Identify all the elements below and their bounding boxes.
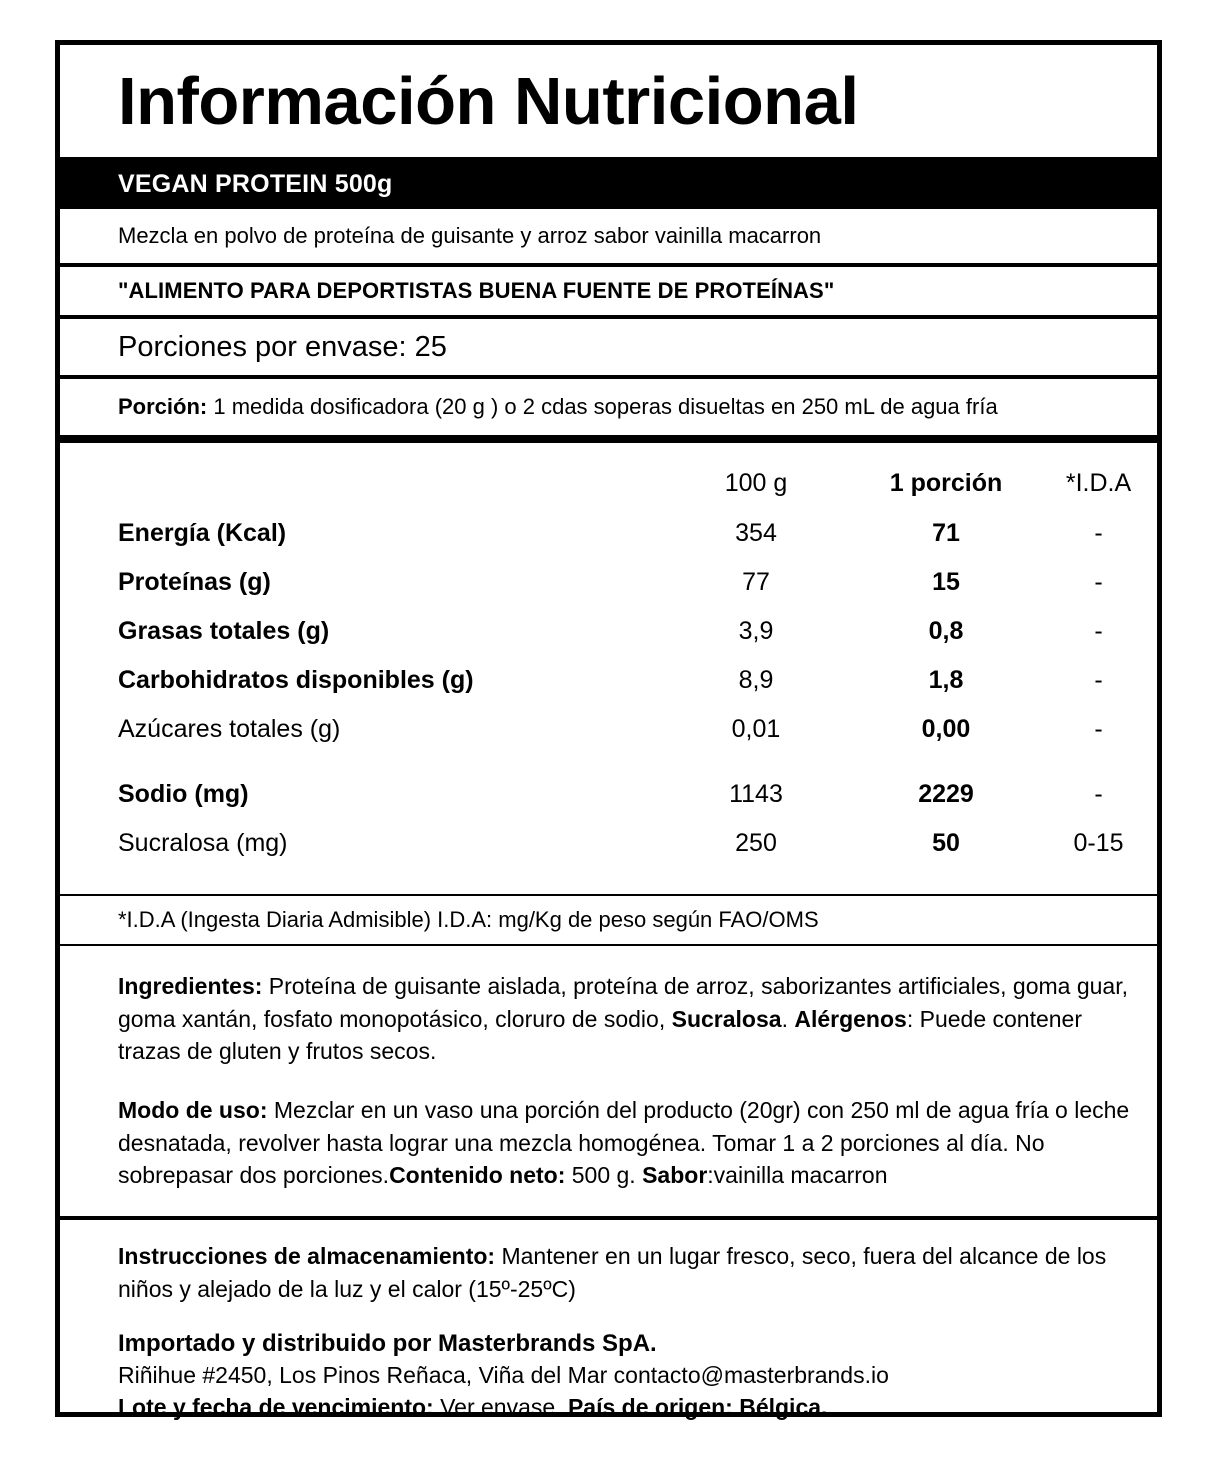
storage-body: Mantener en un lugar fresco, seco, fuera del alcance de los niños y alejado de la luz y el calor (15º-25ºC) bbox=[118, 1242, 1107, 1302]
ingredients-body-2: . bbox=[781, 1005, 795, 1032]
nutrition-table-body bbox=[60, 509, 1157, 868]
row-label: Carbohidratos disponibles (g) bbox=[118, 666, 474, 694]
ida-note-row bbox=[60, 896, 1157, 946]
row-label: Sucralosa (mg) bbox=[118, 829, 288, 857]
serving-size-label: Porción: bbox=[118, 394, 208, 419]
usage-body: Mezclar en un vaso una porción del producto (20gr) con 250 ml de agua fría o leche desnatada, revolver hasta lograr una mezcla homogénea. Tomar 1 a 2 porciones al día. No sobrepasar dos porciones. bbox=[118, 1096, 1130, 1189]
lot-value: Ver envase. bbox=[433, 1394, 568, 1421]
serving-size-value: 1 medida dosificadora (20 g ) o 2 cdas soperas disueltas en 250 mL de agua fría bbox=[207, 394, 998, 419]
allergens-body: : Puede contener trazas de gluten y frutos secos. bbox=[118, 1005, 1083, 1065]
nutrition-table-header-row bbox=[60, 457, 1157, 509]
row-per-100g: 8,9 bbox=[738, 666, 774, 694]
header-per-100g: 100 g bbox=[724, 468, 788, 497]
title-row bbox=[60, 45, 1157, 159]
row-per-portion: 0,00 bbox=[921, 715, 971, 743]
allergens-heading: Alérgenos bbox=[794, 1005, 907, 1032]
nutrition-table-block bbox=[60, 443, 1157, 896]
product-name: VEGAN PROTEIN 500g bbox=[118, 169, 393, 198]
row-label: Proteínas (g) bbox=[118, 568, 271, 596]
row-per-100g: 3,9 bbox=[738, 617, 774, 645]
row-per-100g: 354 bbox=[735, 519, 777, 547]
row-per-100g: 0,01 bbox=[731, 715, 781, 743]
importer-paragraph bbox=[118, 1327, 1137, 1424]
row-per-portion: 0,8 bbox=[928, 617, 964, 645]
row-per-100g: 1143 bbox=[729, 780, 783, 808]
servings-per-container-row bbox=[60, 319, 1157, 379]
row-ida: - bbox=[1094, 519, 1103, 547]
product-name-band bbox=[60, 159, 1157, 209]
lot-origin-line bbox=[118, 1392, 1137, 1424]
origin-heading: País de origen: Bélgica. bbox=[567, 1394, 828, 1421]
table-row bbox=[60, 656, 1157, 705]
row-per-portion: 1,8 bbox=[928, 666, 964, 694]
net-content-value: 500 g. bbox=[565, 1162, 643, 1189]
row-label: Grasas totales (g) bbox=[118, 617, 330, 645]
row-ida: - bbox=[1094, 780, 1103, 808]
table-row bbox=[60, 558, 1157, 607]
table-row bbox=[60, 509, 1157, 558]
serving-size-row bbox=[60, 379, 1157, 443]
product-claim: "ALIMENTO PARA DEPORTISTAS BUENA FUENTE DE PROTEÍNAS" bbox=[118, 278, 835, 303]
row-per-portion: 15 bbox=[932, 568, 960, 596]
row-per-portion: 50 bbox=[932, 829, 960, 857]
row-per-portion: 2229 bbox=[918, 780, 974, 808]
flavor-heading: Sabor bbox=[642, 1162, 708, 1189]
row-ida: - bbox=[1094, 666, 1103, 694]
usage-heading: Modo de uso: bbox=[118, 1096, 268, 1123]
product-description-row bbox=[60, 209, 1157, 267]
row-per-100g: 77 bbox=[742, 568, 770, 596]
lot-heading: Lote y fecha de vencimiento: bbox=[118, 1394, 434, 1421]
nutrition-label bbox=[55, 40, 1162, 1421]
row-label: Energía (Kcal) bbox=[118, 519, 287, 547]
header-nutrient bbox=[60, 457, 660, 509]
row-ida: - bbox=[1094, 715, 1103, 743]
page-title: Información Nutricional bbox=[118, 63, 859, 139]
ingredients-paragraph bbox=[118, 970, 1137, 1068]
importer-name: Importado y distribuido por Masterbrands SpA. bbox=[118, 1330, 657, 1358]
flavor-value: :vainilla macarron bbox=[707, 1162, 888, 1189]
ingredients-usage-block bbox=[60, 946, 1157, 1220]
table-row bbox=[60, 705, 1157, 754]
table-row bbox=[60, 754, 1157, 819]
serving-size bbox=[118, 394, 998, 420]
ingredients-heading: Ingredientes: bbox=[118, 973, 263, 999]
storage-importer-block bbox=[60, 1220, 1157, 1450]
row-label: Azúcares totales (g) bbox=[118, 715, 341, 743]
usage-paragraph bbox=[118, 1094, 1137, 1192]
storage-heading: Instrucciones de almacenamiento: bbox=[118, 1242, 496, 1269]
row-ida: - bbox=[1094, 568, 1103, 596]
servings-per-container: Porciones por envase: 25 bbox=[118, 330, 447, 363]
row-per-100g: 250 bbox=[735, 829, 777, 857]
row-ida: 0-15 bbox=[1073, 829, 1124, 857]
header-per-portion: 1 porción bbox=[889, 468, 1003, 497]
importer-address: Riñihue #2450, Los Pinos Reñaca, Viña del Mar contacto@masterbrands.io bbox=[118, 1362, 889, 1389]
ida-note: *I.D.A (Ingesta Diaria Admisible) I.D.A: mg/Kg de peso según FAO/OMS bbox=[118, 907, 819, 932]
row-per-portion: 71 bbox=[932, 519, 960, 547]
product-description: Mezcla en polvo de proteína de guisante y arroz sabor vainilla macarron bbox=[118, 223, 822, 248]
net-content-heading: Contenido neto: bbox=[389, 1162, 566, 1189]
header-ida: *I.D.A bbox=[1065, 468, 1132, 497]
ingredients-body-1: Proteína de guisante aislada, proteína de arroz, saborizantes artificiales, goma guar, goma xantán, fosfato monopotásico, cloruro de sodio, bbox=[118, 973, 1128, 1032]
table-row bbox=[60, 819, 1157, 868]
table-row bbox=[60, 607, 1157, 656]
product-claim-row bbox=[60, 267, 1157, 319]
row-label: Sodio (mg) bbox=[118, 780, 249, 808]
row-ida: - bbox=[1094, 617, 1103, 645]
storage-paragraph bbox=[118, 1240, 1137, 1305]
ingredients-sweetener: Sucralosa bbox=[671, 1005, 782, 1032]
nutrition-table bbox=[60, 457, 1157, 868]
